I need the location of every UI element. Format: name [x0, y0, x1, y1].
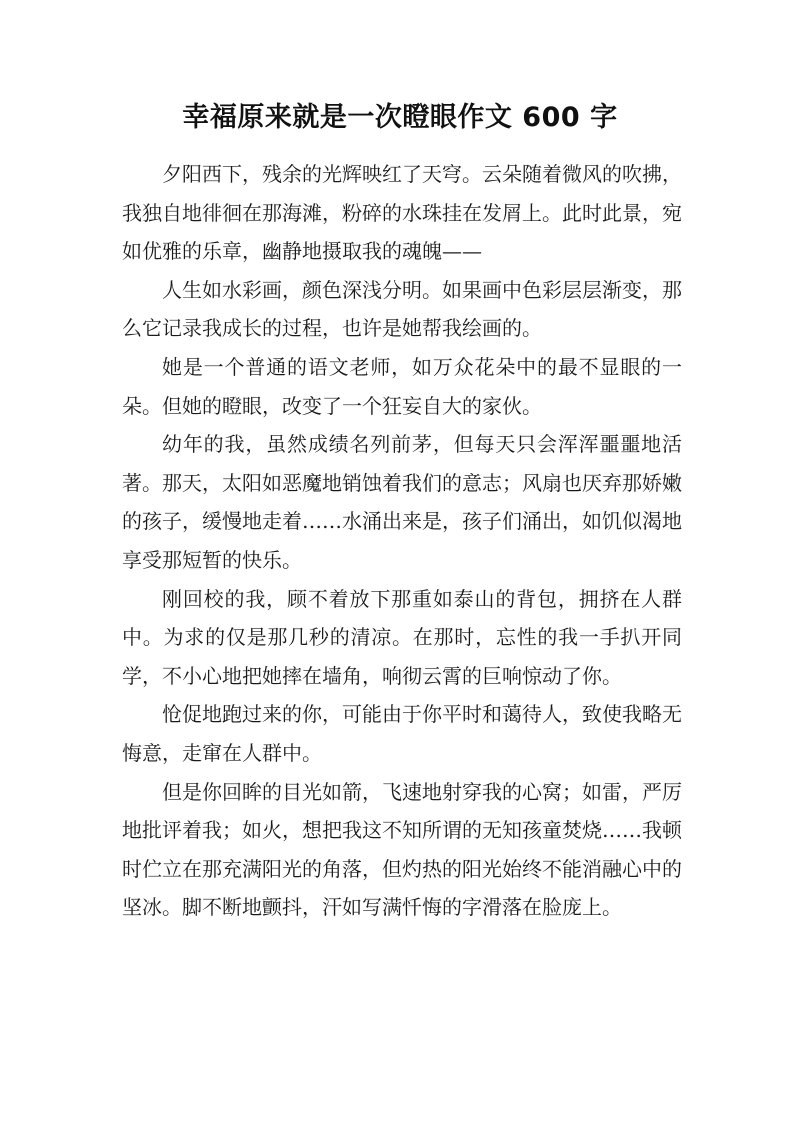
- paragraph: 她是一个普通的语文老师，如万众花朵中的最不显眼的一朵。但她的瞪眼，改变了一个狂妄自大的家伙。: [122, 354, 682, 418]
- document-title: 幸福原来就是一次瞪眼作文 600 字: [182, 102, 618, 133]
- paragraph: 人生如水彩画，颜色深浅分明。如果画中色彩层层渐变，那么它记录我成长的过程，也许是她帮我绘画的。: [122, 277, 682, 341]
- paragraph: 但是你回眸的目光如箭，飞速地射穿我的心窝；如雷，严厉地批评着我；如火，想把我这不知所谓的无知孩童焚烧……我顿时伫立在那充满阳光的角落，但灼热的阳光始终不能消融心中的坚冰。脚不断地颤抖，汗如写满忏悔的字滑落在脸庞上。: [122, 779, 682, 920]
- paragraph: 怆促地跑过来的你，可能由于你平时和蔼待人，致使我略无悔意，走窜在人群中。: [122, 702, 682, 765]
- paragraph: 幼年的我，虽然成绩名列前茅，但每天只会浑浑噩噩地活著。那天，太阳如恶魔地销蚀着我们的意志；风扇也厌弃那娇嫩的孩子，缓慢地走着……水涌出来是，孩子们涌出，如饥似渴地享受那短暂的快乐。: [122, 432, 682, 572]
- document-body: [122, 155, 682, 927]
- paragraph: 夕阳西下，残余的光辉映红了天穹。云朵随着微风的吹拂，我独自地徘徊在那海滩，粉碎的水珠挂在发屑上。此时此景，宛如优雅的乐章，幽静地摄取我的魂魄——: [122, 162, 682, 264]
- paragraph: 刚回校的我，顾不着放下那重如泰山的背包，拥挤在人群中。为求的仅是那几秒的清凉。在那时，忘性的我一手扒开同学，不小心地把她摔在墙角，响彻云霄的巨响惊动了你。: [122, 586, 682, 688]
